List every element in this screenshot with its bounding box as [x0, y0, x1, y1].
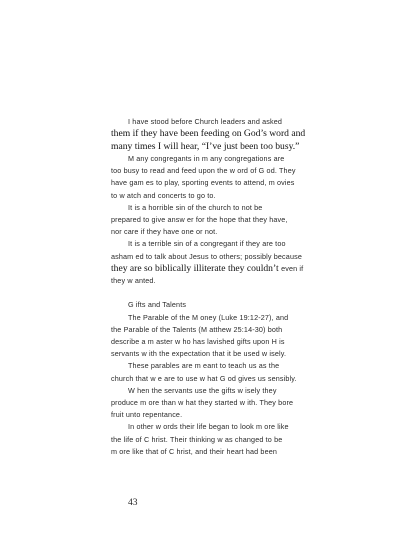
- text-line: many times I will hear, “I’ve just been too busy.”: [111, 140, 300, 152]
- body-text: [111, 116, 323, 458]
- text-line: to w atch and concerts to go to.: [111, 190, 216, 200]
- text-line: fruit unto repentance.: [111, 410, 183, 420]
- text-line: church that w e are to use w hat G od gives us sensibly.: [111, 373, 297, 383]
- text-line: they w anted.: [111, 276, 156, 286]
- paragraph: [111, 299, 323, 311]
- text-line: It is a horrible sin of the church to not be: [128, 202, 263, 212]
- text-line: servants w ith the expectation that it be used w isely.: [111, 349, 287, 359]
- text-line: These parables are m eant to teach us as the: [128, 361, 280, 371]
- text-line: prepared to give answ er for the hope that they have,: [111, 215, 288, 225]
- text-line: m ore like that of C hrist, and their heart had been: [111, 446, 278, 456]
- text-line: describe a m aster w ho has lavished gifts upon H is: [111, 337, 285, 347]
- paragraph: [111, 421, 323, 458]
- paragraph: [111, 238, 323, 287]
- text-line: the Parable of the Talents (M atthew 25:14-30) both: [111, 324, 283, 334]
- text-line: the life of C hrist. Their thinking w as changed to be: [111, 434, 283, 444]
- text-line: produce m ore than w hat they started w ith. They bore: [111, 398, 294, 408]
- text-line: [111, 263, 323, 275]
- text-line: In other w ords their life began to look m ore like: [128, 422, 289, 432]
- text-line: M any congregants in m any congregations are: [128, 154, 285, 164]
- page-number: 43: [128, 498, 138, 508]
- paragraph: [111, 360, 323, 384]
- text-line: G ifts and Talents: [128, 300, 187, 310]
- text-line: nor care if they have one or not.: [111, 227, 218, 237]
- text-segment: even if: [281, 263, 304, 273]
- text-line: It is a terrible sin of a congregant if they are too: [128, 239, 286, 249]
- paragraph: [111, 385, 323, 422]
- text-line: have gam es to play, sporting events to attend, m ovies: [111, 178, 295, 188]
- text-line: asham ed to talk about Jesus to others; possibly because: [111, 251, 302, 261]
- text-line: The Parable of the M oney (Luke 19:12-27), and: [128, 312, 289, 322]
- paragraph: [111, 312, 323, 361]
- text-line: too busy to read and feed upon the w ord of G od. They: [111, 166, 296, 176]
- paragraph: [111, 116, 323, 153]
- text-line: I have stood before Church leaders and asked: [128, 117, 283, 126]
- text-line: W hen the servants use the gifts w isely they: [128, 385, 277, 395]
- text-segment: they are so biblically illiterate they couldn’t: [111, 262, 282, 274]
- paragraph: [111, 153, 323, 202]
- text-line: them if they have been feeding on God’s word and: [111, 128, 306, 140]
- paragraph-gap: [111, 287, 323, 299]
- paragraph: [111, 202, 323, 239]
